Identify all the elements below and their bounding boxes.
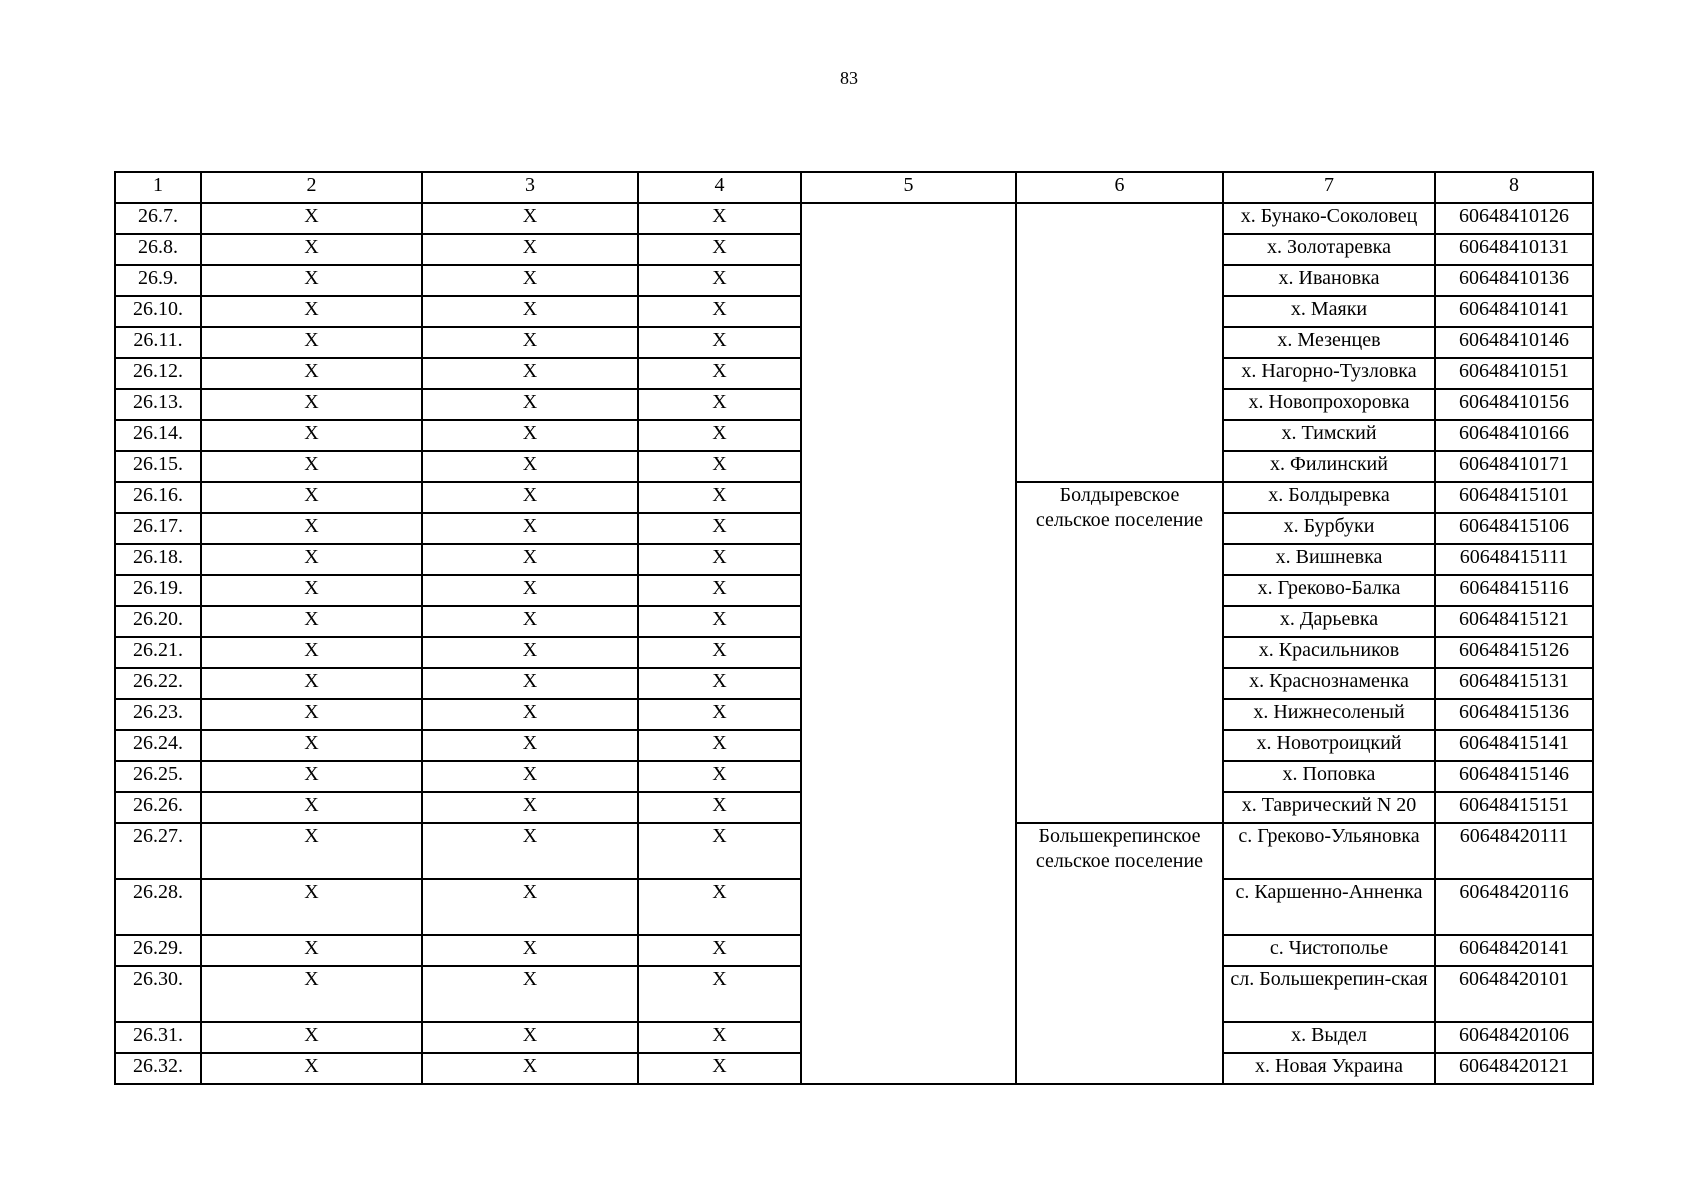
cell-col-3: X — [422, 327, 638, 358]
cell-col-3: X — [422, 544, 638, 575]
cell-col-3: X — [422, 761, 638, 792]
cell-col-2: X — [201, 699, 422, 730]
cell-col-2: X — [201, 327, 422, 358]
cell-col-4: X — [638, 792, 801, 823]
cell-col-4: X — [638, 761, 801, 792]
cell-col-2: X — [201, 389, 422, 420]
cell-col-2: X — [201, 451, 422, 482]
cell-col-2: X — [201, 966, 422, 1022]
cell-col-3: X — [422, 637, 638, 668]
cell-col-2: X — [201, 668, 422, 699]
cell-col-4: X — [638, 296, 801, 327]
oktmo-code: 60648420116 — [1435, 879, 1593, 935]
row-number: 26.22. — [115, 668, 201, 699]
locality-name: х. Маяки — [1223, 296, 1435, 327]
cell-col-2: X — [201, 637, 422, 668]
cell-col-4: X — [638, 823, 801, 879]
locality-name: х. Красильников — [1223, 637, 1435, 668]
cell-col-5 — [801, 203, 1016, 1084]
row-number: 26.25. — [115, 761, 201, 792]
cell-col-2: X — [201, 544, 422, 575]
cell-col-4: X — [638, 420, 801, 451]
oktmo-code: 60648415131 — [1435, 668, 1593, 699]
column-header: 4 — [638, 172, 801, 203]
column-header: 8 — [1435, 172, 1593, 203]
oktmo-code: 60648410126 — [1435, 203, 1593, 234]
cell-col-4: X — [638, 544, 801, 575]
cell-col-4: X — [638, 1022, 801, 1053]
cell-col-3: X — [422, 389, 638, 420]
cell-col-4: X — [638, 234, 801, 265]
oktmo-code: 60648415101 — [1435, 482, 1593, 513]
oktmo-code: 60648410151 — [1435, 358, 1593, 389]
locality-name: х. Золотаревка — [1223, 234, 1435, 265]
row-number: 26.27. — [115, 823, 201, 879]
settlement-name — [1016, 203, 1223, 482]
cell-col-4: X — [638, 451, 801, 482]
oktmo-code: 60648410166 — [1435, 420, 1593, 451]
locality-name: х. Таврический N 20 — [1223, 792, 1435, 823]
cell-col-4: X — [638, 606, 801, 637]
locality-name: х. Поповка — [1223, 761, 1435, 792]
oktmo-code: 60648420141 — [1435, 935, 1593, 966]
cell-col-4: X — [638, 966, 801, 1022]
row-number: 26.13. — [115, 389, 201, 420]
cell-col-2: X — [201, 358, 422, 389]
oktmo-code: 60648415121 — [1435, 606, 1593, 637]
cell-col-3: X — [422, 699, 638, 730]
cell-col-2: X — [201, 1022, 422, 1053]
cell-col-2: X — [201, 823, 422, 879]
column-header: 7 — [1223, 172, 1435, 203]
cell-col-3: X — [422, 1053, 638, 1084]
row-number: 26.20. — [115, 606, 201, 637]
row-number: 26.24. — [115, 730, 201, 761]
locality-name: х. Бурбуки — [1223, 513, 1435, 544]
locality-name: х. Краснознаменка — [1223, 668, 1435, 699]
cell-col-3: X — [422, 482, 638, 513]
table-row — [115, 203, 1593, 234]
oktmo-code: 60648415146 — [1435, 761, 1593, 792]
cell-col-4: X — [638, 1053, 801, 1084]
cell-col-2: X — [201, 761, 422, 792]
cell-col-3: X — [422, 420, 638, 451]
row-number: 26.28. — [115, 879, 201, 935]
cell-col-4: X — [638, 389, 801, 420]
row-number: 26.8. — [115, 234, 201, 265]
cell-col-2: X — [201, 730, 422, 761]
cell-col-3: X — [422, 358, 638, 389]
oktmo-code: 60648410141 — [1435, 296, 1593, 327]
row-number: 26.7. — [115, 203, 201, 234]
cell-col-4: X — [638, 668, 801, 699]
cell-col-3: X — [422, 668, 638, 699]
row-number: 26.19. — [115, 575, 201, 606]
locality-name: х. Вишневка — [1223, 544, 1435, 575]
row-number: 26.10. — [115, 296, 201, 327]
locality-name: х. Новотроицкий — [1223, 730, 1435, 761]
oktmo-code: 60648415136 — [1435, 699, 1593, 730]
cell-col-2: X — [201, 1053, 422, 1084]
cell-col-3: X — [422, 451, 638, 482]
cell-col-3: X — [422, 823, 638, 879]
locality-name: х. Новая Украина — [1223, 1053, 1435, 1084]
row-number: 26.14. — [115, 420, 201, 451]
cell-col-2: X — [201, 606, 422, 637]
cell-col-3: X — [422, 879, 638, 935]
cell-col-2: X — [201, 879, 422, 935]
locality-name: х. Греково-Балка — [1223, 575, 1435, 606]
cell-col-2: X — [201, 575, 422, 606]
locality-name: х. Бунако-Соколовец — [1223, 203, 1435, 234]
locality-name: х. Ивановка — [1223, 265, 1435, 296]
column-header: 3 — [422, 172, 638, 203]
row-number: 26.15. — [115, 451, 201, 482]
cell-col-4: X — [638, 935, 801, 966]
column-header: 6 — [1016, 172, 1223, 203]
cell-col-3: X — [422, 203, 638, 234]
oktmo-code: 60648415151 — [1435, 792, 1593, 823]
cell-col-4: X — [638, 513, 801, 544]
row-number: 26.12. — [115, 358, 201, 389]
locality-name: х. Дарьевка — [1223, 606, 1435, 637]
oktmo-code: 60648415126 — [1435, 637, 1593, 668]
cell-col-4: X — [638, 637, 801, 668]
row-number: 26.26. — [115, 792, 201, 823]
settlement-name: Болдыревское сельское поселение — [1016, 482, 1223, 823]
locality-name: х. Нагорно-Тузловка — [1223, 358, 1435, 389]
locality-name: с. Каршенно-Анненка — [1223, 879, 1435, 935]
row-number: 26.18. — [115, 544, 201, 575]
row-number: 26.11. — [115, 327, 201, 358]
locality-name: сл. Большекрепин-ская — [1223, 966, 1435, 1022]
locality-name: х. Новопрохоровка — [1223, 389, 1435, 420]
row-number: 26.30. — [115, 966, 201, 1022]
cell-col-3: X — [422, 730, 638, 761]
locality-name: х. Тимский — [1223, 420, 1435, 451]
cell-col-4: X — [638, 358, 801, 389]
oktmo-code: 60648410146 — [1435, 327, 1593, 358]
cell-col-2: X — [201, 296, 422, 327]
locality-name: х. Выдел — [1223, 1022, 1435, 1053]
locality-name: х. Мезенцев — [1223, 327, 1435, 358]
cell-col-2: X — [201, 234, 422, 265]
column-header: 2 — [201, 172, 422, 203]
cell-col-3: X — [422, 1022, 638, 1053]
cell-col-4: X — [638, 575, 801, 606]
oktmo-code: 60648410136 — [1435, 265, 1593, 296]
page-number: 83 — [840, 68, 858, 88]
oktmo-code: 60648415116 — [1435, 575, 1593, 606]
cell-col-4: X — [638, 699, 801, 730]
cell-col-4: X — [638, 482, 801, 513]
header-row — [115, 172, 1593, 203]
locality-name: с. Греково-Ульяновка — [1223, 823, 1435, 879]
oktmo-code: 60648420101 — [1435, 966, 1593, 1022]
cell-col-2: X — [201, 792, 422, 823]
cell-col-3: X — [422, 575, 638, 606]
cell-col-2: X — [201, 265, 422, 296]
cell-col-3: X — [422, 513, 638, 544]
oktmo-code: 60648415106 — [1435, 513, 1593, 544]
cell-col-3: X — [422, 935, 638, 966]
oktmo-code: 60648410131 — [1435, 234, 1593, 265]
cell-col-4: X — [638, 730, 801, 761]
cell-col-3: X — [422, 606, 638, 637]
column-header: 5 — [801, 172, 1016, 203]
row-number: 26.23. — [115, 699, 201, 730]
cell-col-4: X — [638, 327, 801, 358]
settlements-table — [114, 171, 1594, 1085]
oktmo-code: 60648420106 — [1435, 1022, 1593, 1053]
cell-col-4: X — [638, 203, 801, 234]
row-number: 26.16. — [115, 482, 201, 513]
cell-col-2: X — [201, 203, 422, 234]
cell-col-2: X — [201, 420, 422, 451]
cell-col-2: X — [201, 935, 422, 966]
table-body — [115, 172, 1593, 1084]
row-number: 26.32. — [115, 1053, 201, 1084]
cell-col-3: X — [422, 792, 638, 823]
oktmo-code: 60648420121 — [1435, 1053, 1593, 1084]
row-number: 26.31. — [115, 1022, 201, 1053]
settlement-name: Большекрепинское сельское поселение — [1016, 823, 1223, 1084]
cell-col-2: X — [201, 513, 422, 544]
cell-col-2: X — [201, 482, 422, 513]
cell-col-3: X — [422, 966, 638, 1022]
cell-col-3: X — [422, 234, 638, 265]
row-number: 26.17. — [115, 513, 201, 544]
locality-name: х. Болдыревка — [1223, 482, 1435, 513]
oktmo-code: 60648410156 — [1435, 389, 1593, 420]
locality-name: х. Филинский — [1223, 451, 1435, 482]
row-number: 26.21. — [115, 637, 201, 668]
oktmo-code: 60648420111 — [1435, 823, 1593, 879]
row-number: 26.9. — [115, 265, 201, 296]
oktmo-code: 60648410171 — [1435, 451, 1593, 482]
oktmo-code: 60648415141 — [1435, 730, 1593, 761]
cell-col-4: X — [638, 265, 801, 296]
row-number: 26.29. — [115, 935, 201, 966]
locality-name: х. Нижнесоленый — [1223, 699, 1435, 730]
cell-col-4: X — [638, 879, 801, 935]
locality-name: с. Чистополье — [1223, 935, 1435, 966]
oktmo-code: 60648415111 — [1435, 544, 1593, 575]
column-header: 1 — [115, 172, 201, 203]
cell-col-3: X — [422, 296, 638, 327]
cell-col-3: X — [422, 265, 638, 296]
